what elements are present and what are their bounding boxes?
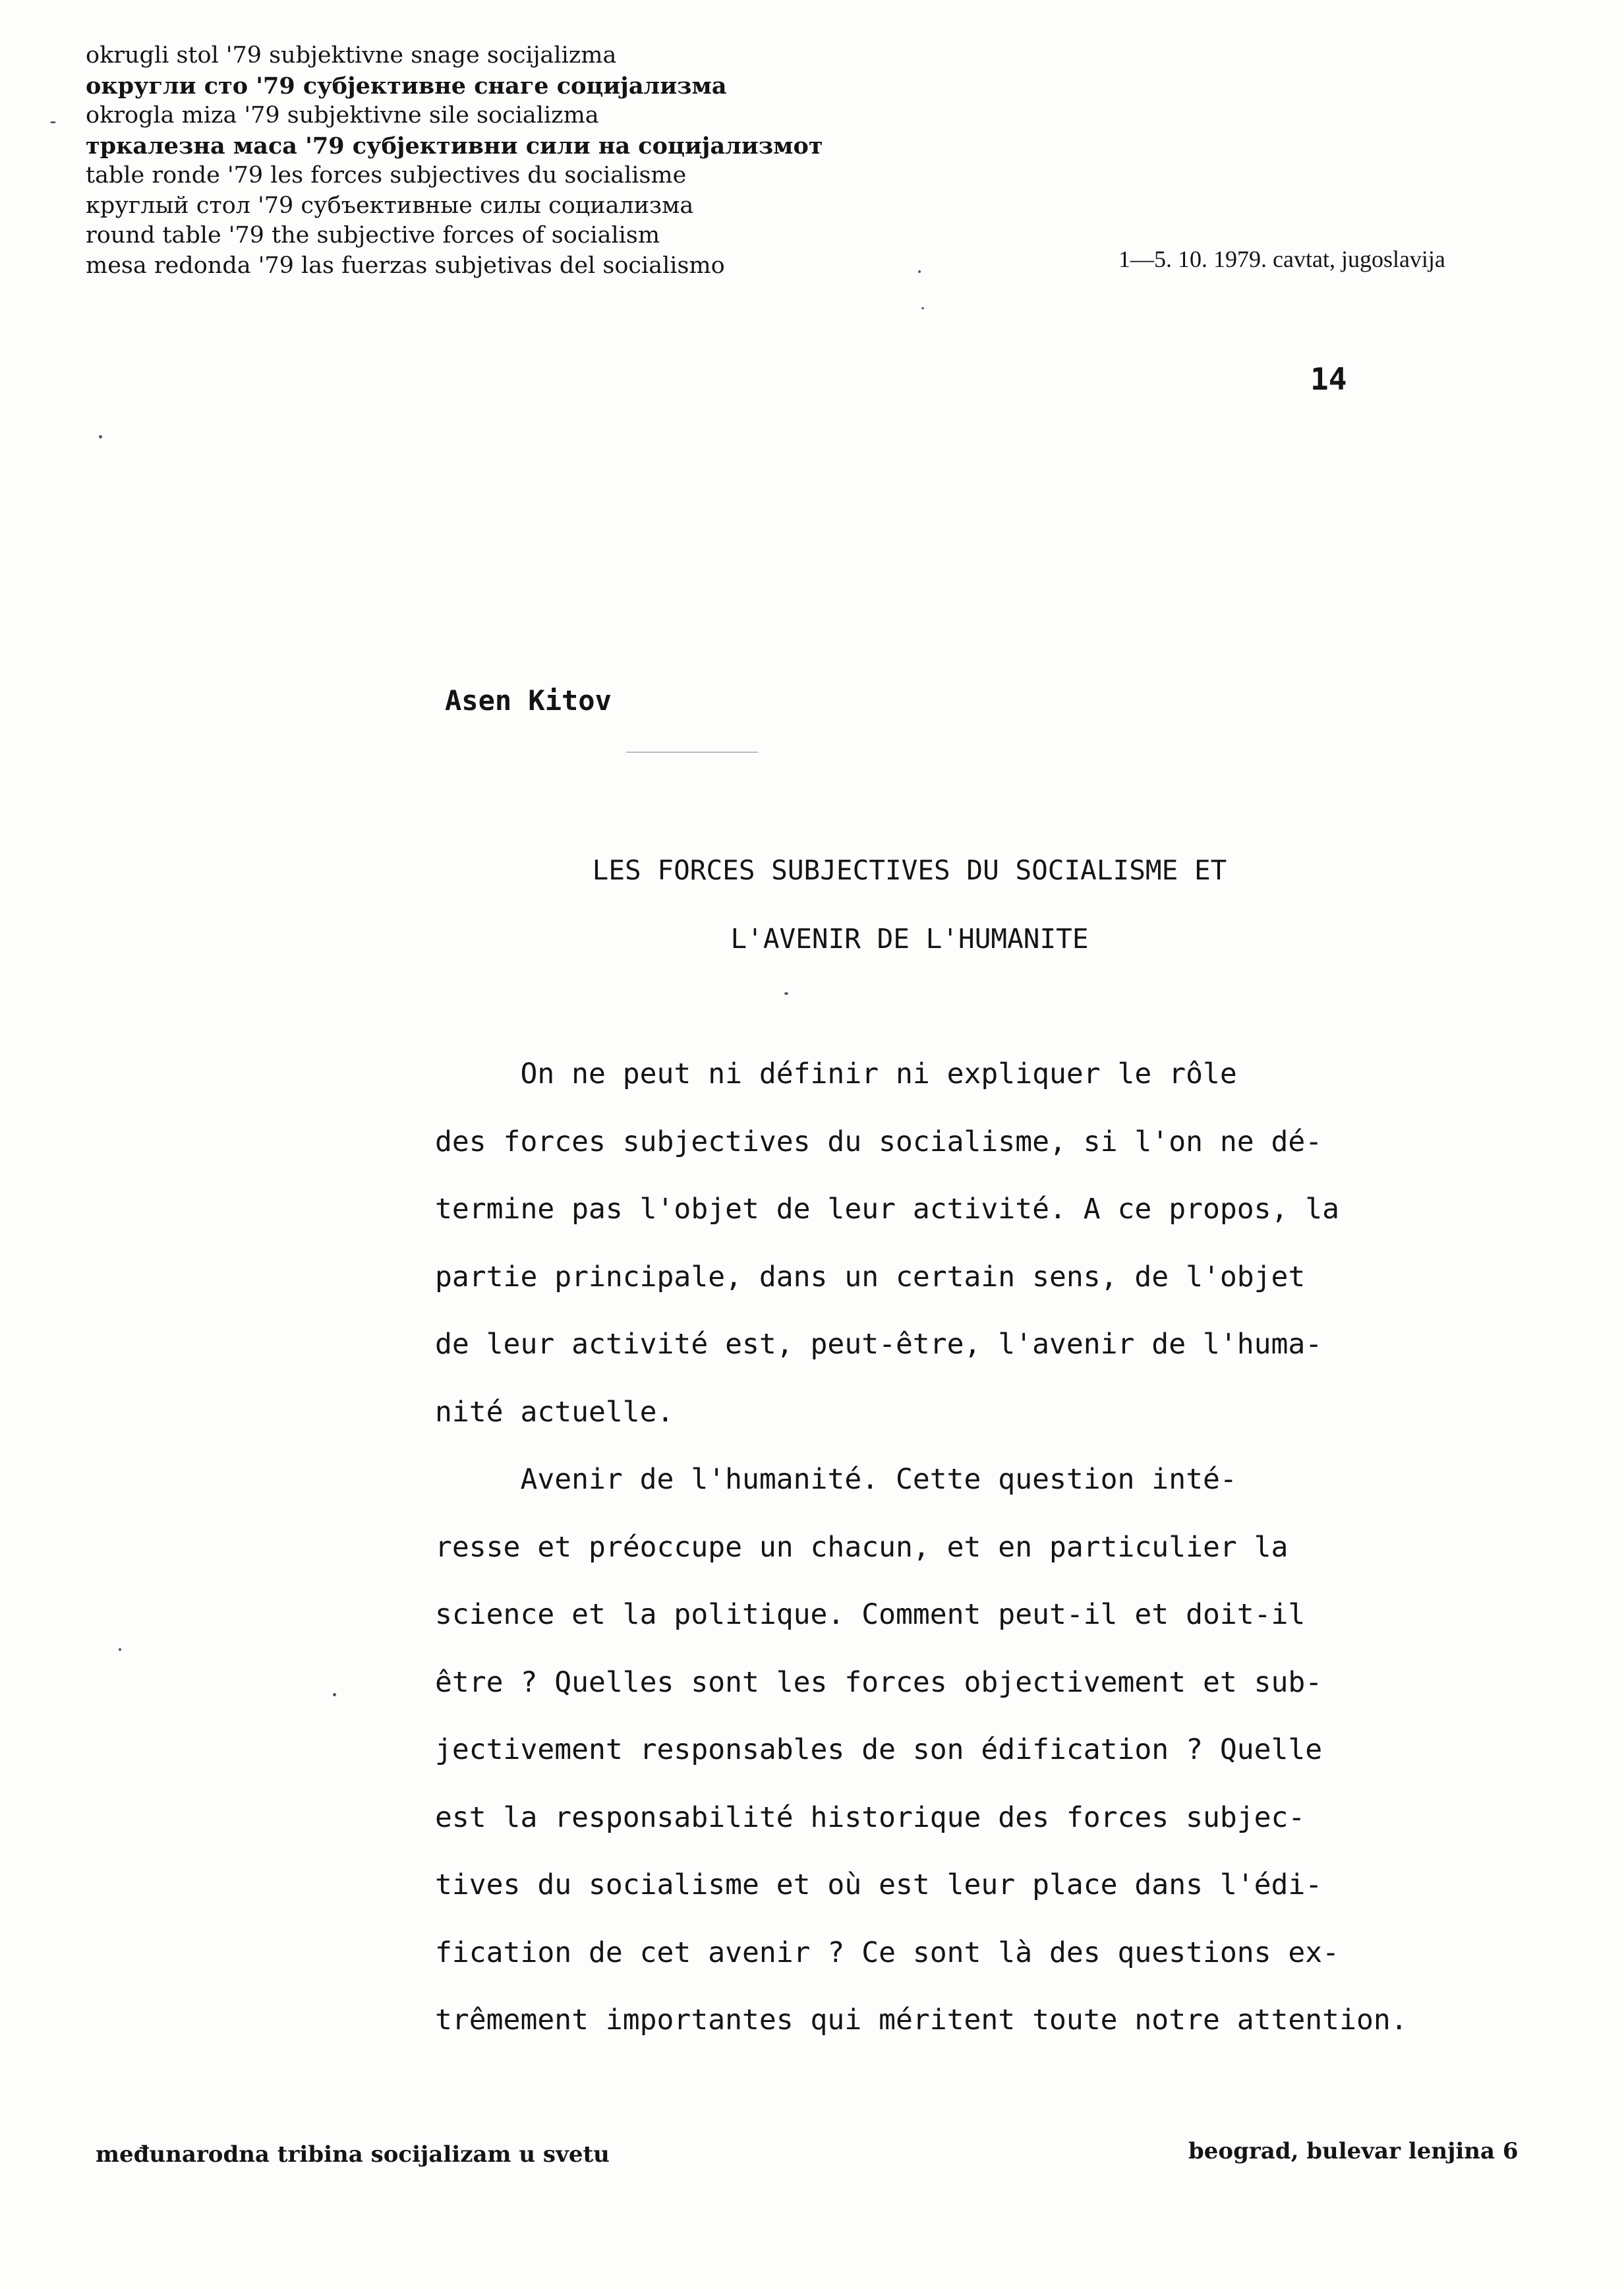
- header-line-spanish: mesa redonda '79 las fuerzas subjetivas del socialismo: [86, 252, 725, 279]
- body-text: [435, 1040, 1595, 2054]
- body-line: de leur activité est, peut-être, l'avenir de l'huma-: [435, 1328, 1323, 1361]
- body-line: Avenir de l'humanité. Cette question inté-: [435, 1463, 1237, 1496]
- header-line-english: round table '79 the subjective forces of socialism: [86, 222, 660, 249]
- header-line-russian: круглый стол '79 субъективные силы социализма: [86, 192, 694, 219]
- body-line: science et la politique. Comment peut-il et doit-il: [435, 1598, 1306, 1631]
- page-number: 14: [1310, 361, 1347, 397]
- scan-speck: [119, 1648, 121, 1651]
- body-line: jectivement responsables de son édification ? Quelle: [435, 1733, 1323, 1766]
- body-line: On ne peut ni définir ni expliquer le rôle: [435, 1057, 1237, 1090]
- scan-speck: [784, 992, 788, 995]
- body-line: tives du socialisme et où est leur place dans l'édi-: [435, 1868, 1323, 1901]
- conference-date-place: 1—5. 10. 1979. cavtat, jugoslavija: [1118, 246, 1445, 272]
- scan-speck: [333, 1693, 336, 1696]
- header-line-serbocroatian: okrugli stol '79 subjektivne snage socijalizma: [86, 42, 617, 69]
- paper-title: [435, 836, 1384, 973]
- body-line: fication de cet avenir ? Ce sont là des questions ex-: [435, 1936, 1340, 1969]
- body-line: termine pas l'objet de leur activité. A ce propos, la: [435, 1193, 1340, 1226]
- footer-address: beograd, bulevar lenjina 6: [1188, 2138, 1519, 2164]
- body-line: des forces subjectives du socialisme, si l'on ne dé-: [435, 1125, 1323, 1158]
- conference-header: [86, 41, 877, 281]
- body-line: être ? Quelles sont les forces objectivement et sub-: [435, 1665, 1323, 1699]
- author-name: Asen Kitov: [445, 684, 612, 717]
- scan-speck: [921, 307, 924, 309]
- body-line: trêmement importantes qui méritent toute notre attention.: [435, 2004, 1408, 2036]
- title-line: L'AVENIR DE L'HUMANITE: [730, 923, 1089, 955]
- header-line-macedonian: тркалезна маса '79 субјективни сили на социјализмот: [86, 132, 823, 160]
- scan-speck: [626, 752, 758, 753]
- title-line: LES FORCES SUBJECTIVES DU SOCIALISME ET: [592, 854, 1227, 886]
- body-line: nité actuelle.: [435, 1395, 674, 1429]
- header-line-slovenian: okrogla miza '79 subjektivne sile socializma: [86, 102, 599, 129]
- footer-publisher: međunarodna tribina socijalizam u svetu: [96, 2141, 610, 2168]
- body-line: resse et préoccupe un chacun, et en particulier la: [435, 1530, 1289, 1564]
- header-line-french: table ronde '79 les forces subjectives du socialisme: [86, 162, 687, 189]
- scan-speck: [50, 121, 56, 123]
- body-line: partie principale, dans un certain sens, de l'objet: [435, 1260, 1306, 1293]
- body-line: est la responsabilité historique des forces subjec-: [435, 1800, 1306, 1834]
- scan-speck: [918, 270, 921, 273]
- header-line-serbian: округли сто '79 субјективне снаге социјализма: [86, 72, 727, 100]
- scan-speck: [99, 435, 102, 438]
